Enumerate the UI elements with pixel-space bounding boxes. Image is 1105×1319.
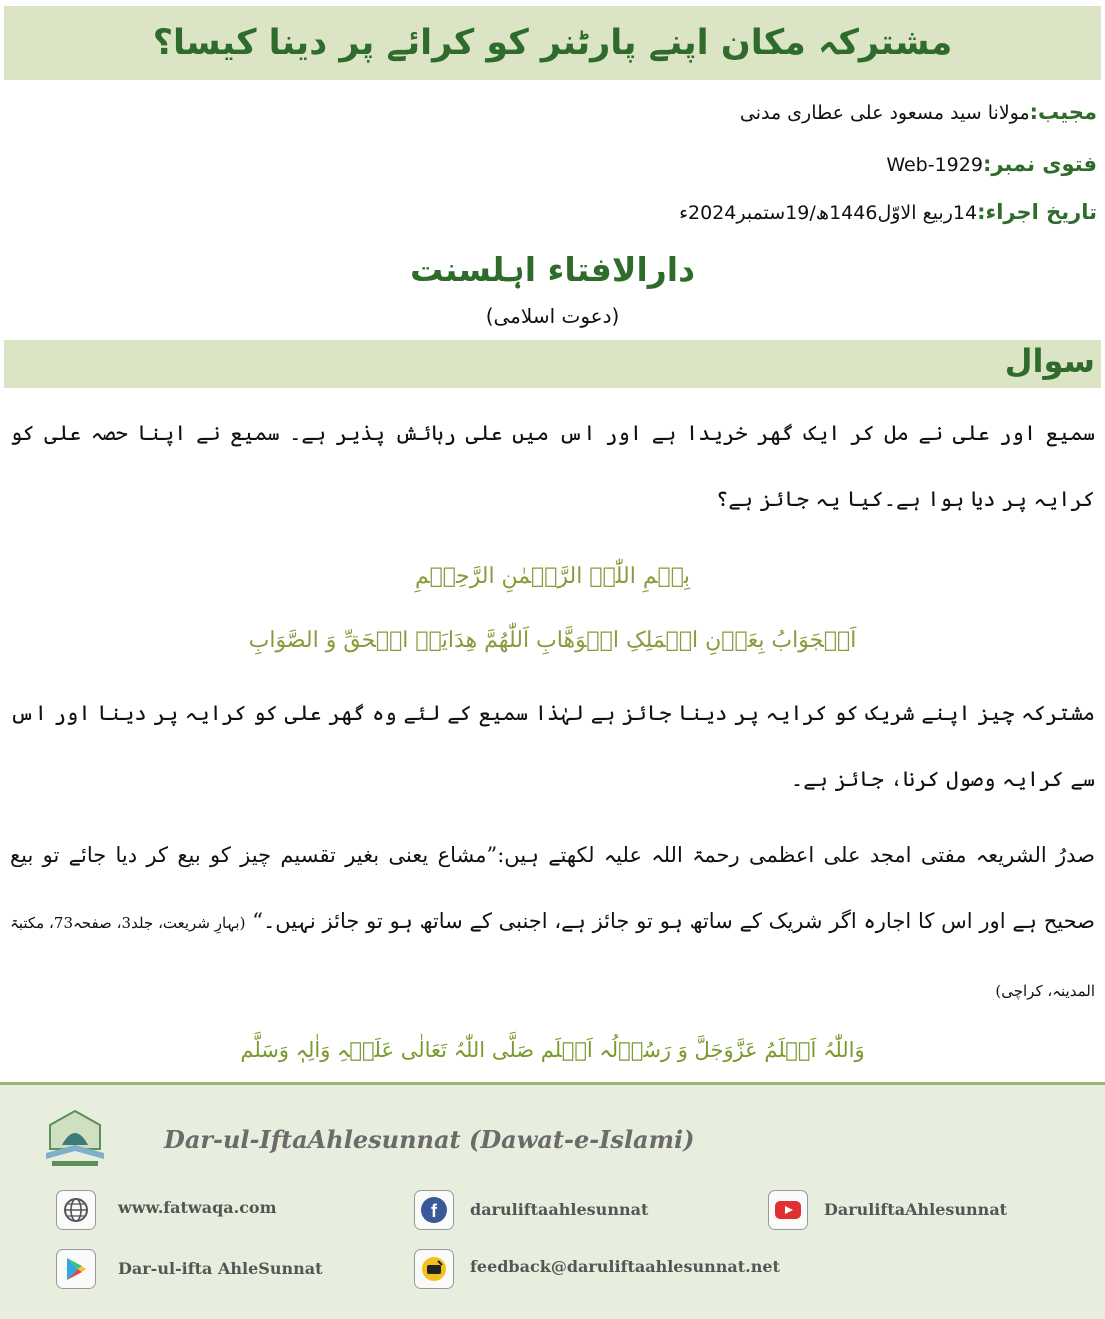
darulifta-title: دارالافتاء اہلسنت — [409, 250, 696, 289]
youtube-link[interactable]: DaruliftaAhlesunnat — [824, 1200, 1008, 1219]
answer-opening: اَلۡجَوَابُ بِعَوۡنِ الۡمَلِکِ الۡوَھَّابِ اَللّٰھُمَّ ھِدَایَۃَ الۡحَقِّ وَ الصَّوَابِ — [248, 628, 857, 653]
answer-paragraph-1: مشترکہ چیز اپنے شریک کو کرایہ پر دینا جائز ہے لہٰذا سمیع کے لئے وہ گھر علی کو کرایہ پر دینا اور اس سے کرایہ وصول کرنا، جائز ہے۔ — [10, 701, 1095, 791]
svg-text:f: f — [431, 1201, 437, 1221]
feedback-email[interactable]: feedback@daruliftaahlesunnat.net — [470, 1257, 780, 1276]
website-link[interactable]: www.fatwaqa.com — [118, 1198, 277, 1217]
mujeeb-line — [740, 100, 1097, 124]
page-title: مشترکہ مکان اپنے پارٹنر کو کرائے پر دینا کیسا؟ — [152, 23, 953, 63]
feedback-icon[interactable] — [414, 1249, 454, 1289]
footer — [0, 1082, 1105, 1319]
mujeeb-label: مجیب: — [1029, 100, 1097, 124]
mujeeb-value: مولانا سید مسعود علی عطاری مدنی — [739, 102, 1030, 124]
question-heading: سوال — [1004, 342, 1095, 380]
fatwa-number-value: Web-1929 — [886, 154, 983, 176]
issue-date-value: 14ربیع الاوّل1446ھ/19ستمبر2024ء — [679, 202, 978, 224]
fatwa-number-label: فتوی نمبر: — [982, 152, 1097, 176]
title-bar — [4, 6, 1101, 80]
footer-brand: Dar-ul-IftaAhlesunnat (Dawat-e-Islami) — [164, 1125, 695, 1154]
answer-paragraph-2 — [10, 822, 1095, 1024]
bismillah: بِسۡمِ اللّٰہِ الرَّحۡمٰنِ الرَّحِیۡمِ — [414, 564, 691, 589]
play-store-icon[interactable] — [56, 1249, 96, 1289]
darulifta-logo-icon — [40, 1105, 110, 1169]
facebook-link[interactable]: daruliftaahlesunnat — [470, 1200, 649, 1219]
youtube-icon[interactable] — [768, 1190, 808, 1230]
question-text: سمیع اور علی نے مل کر ایک گھر خریدا ہے اور اس میں علی رہائش پذیر ہے۔ سمیع نے اپنا حصہ علی کو کرایہ پر دیا ہوا ہے۔کیا یہ جائز ہے؟ — [10, 421, 1095, 511]
question-heading-bar — [4, 340, 1101, 388]
reference-citation: (بہارِ شریعت، جلد3، صفحہ73، مکتبۃ المدینہ، کراچی) — [10, 914, 1095, 1000]
issue-date-label: تاریخ اجراء: — [977, 200, 1097, 224]
issue-date-line — [679, 200, 1097, 224]
globe-icon[interactable] — [56, 1190, 96, 1230]
closing-formula: وَاللّٰہُ اَعۡلَمُ عَزَّوَجَلَّ وَ رَسُوۡلُہ اَعۡلَم صَلَّی اللّٰہُ تَعَالٰی عَلَیۡہِ وَاٰلِہٖ وَسَلَّم — [240, 1038, 865, 1062]
quote-text: صدرُ الشریعہ مفتی امجد علی اعظمی رحمۃ اللہ علیہ لکھتے ہیں:”مشاع یعنی بغیر تقسیم چیز کو بیع کر دیا جائے تو بیع صحیح ہے اور اس کا اجارہ اگر شریک کے ساتھ ہو تو جائز ہے، اجنبی کے ساتھ ہو تو جائز نہیں۔“ — [10, 843, 1096, 933]
fatwa-number-line — [886, 152, 1097, 176]
darulifta-subtitle: (دعوت اسلامی) — [485, 304, 620, 328]
app-link[interactable]: Dar-ul-ifta AhleSunnat — [118, 1259, 323, 1278]
facebook-icon[interactable] — [414, 1190, 454, 1230]
